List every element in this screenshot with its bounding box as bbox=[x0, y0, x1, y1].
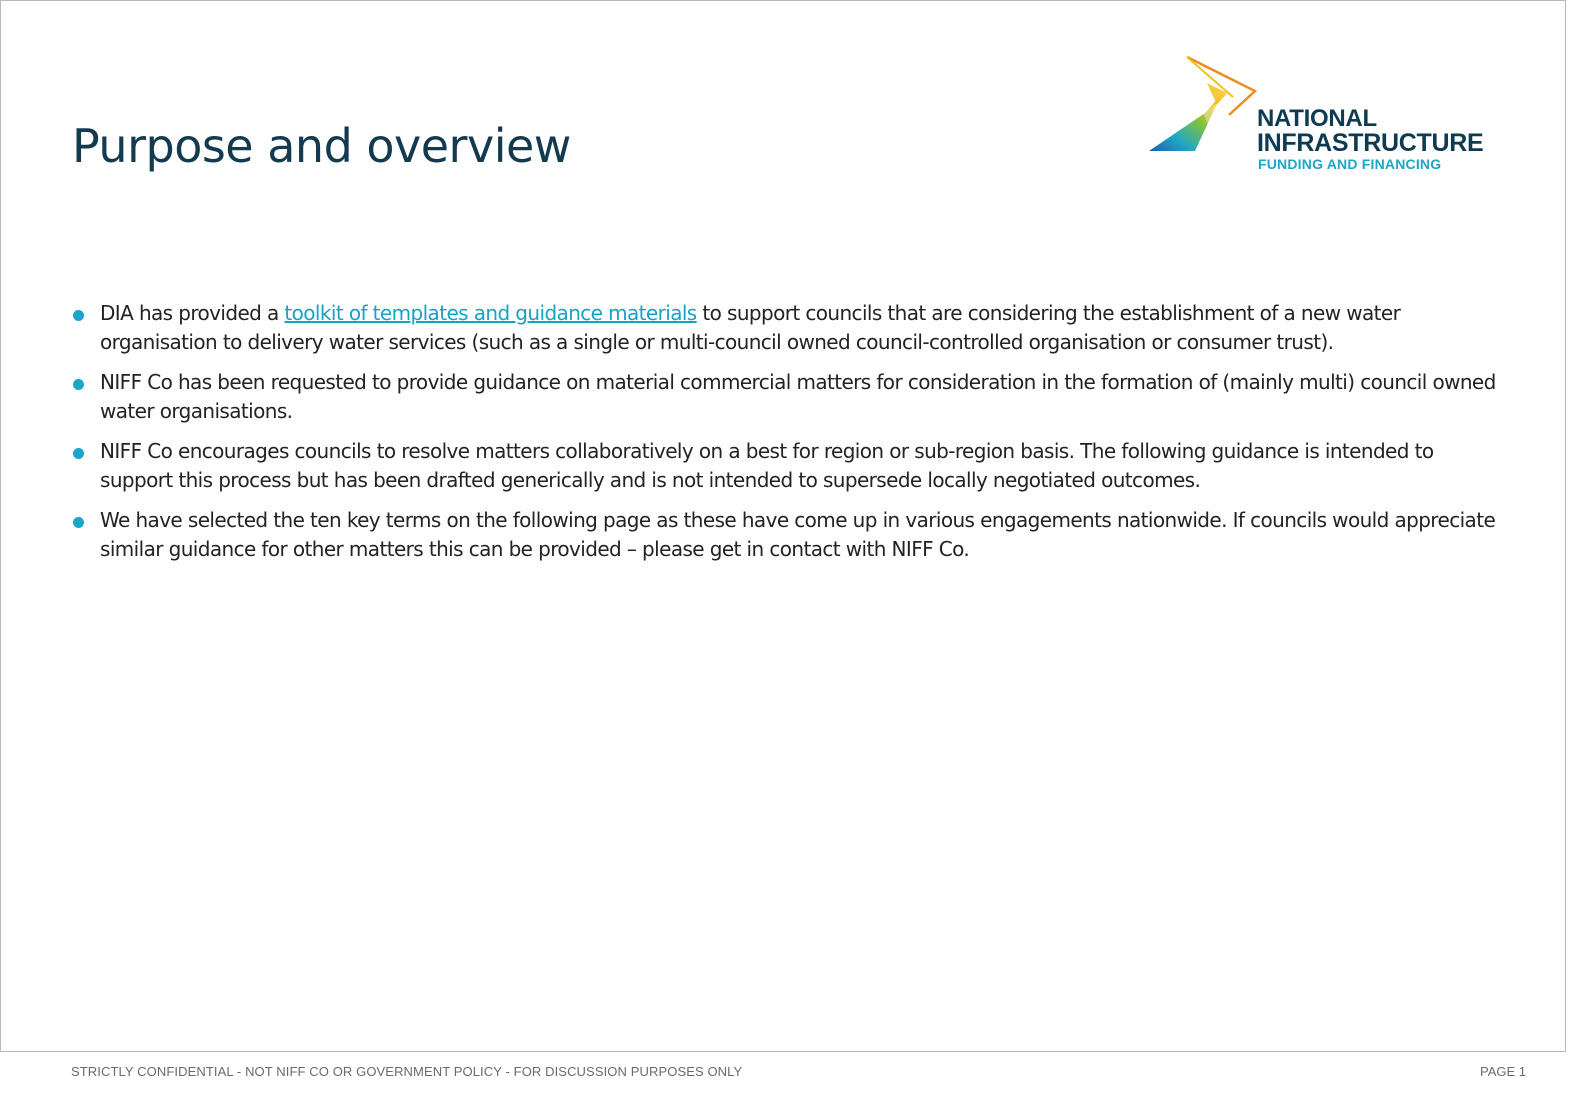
logo-line-infrastructure: INFRASTRUCTURE bbox=[1257, 129, 1484, 157]
bullet-list bbox=[71, 299, 1501, 575]
logo-line-funding: FUNDING AND FINANCING bbox=[1258, 156, 1442, 172]
bullet-item-guidance-request bbox=[71, 368, 1501, 426]
bullet-text: NIFF Co encourages councils to resolve matters collaboratively on a best for region or sub-region basis. The following guidance is intended to support this process but has been drafted generically and is not intended to supersede locally negotiated outcomes. bbox=[100, 439, 1434, 492]
bullet-text: NIFF Co has been requested to provide guidance on material commercial matters for consideration in the formation of (mainly multi) council owned water organisations. bbox=[100, 370, 1496, 423]
bullet-item-key-terms bbox=[71, 506, 1501, 564]
logo-line-national: NATIONAL bbox=[1257, 105, 1377, 132]
logo-mark-icon bbox=[1147, 53, 1259, 157]
niff-logo bbox=[1147, 53, 1507, 183]
bullet-item-collaboration bbox=[71, 437, 1501, 495]
bullet-dot-icon bbox=[73, 448, 84, 459]
bullet-text-before-link: DIA has provided a bbox=[100, 301, 285, 325]
footer-confidential-notice: STRICTLY CONFIDENTIAL - NOT NIFF CO OR GOVERNMENT POLICY - FOR DISCUSSION PURPOSES ONLY bbox=[71, 1064, 743, 1079]
bullet-text: We have selected the ten key terms on the following page as these have come up in various engagements nationwide. If councils would appreciate similar guidance for other matters this can be provided – please get in contact with NIFF Co. bbox=[100, 508, 1496, 561]
bullet-dot-icon bbox=[73, 517, 84, 528]
footer-page-number: PAGE 1 bbox=[1480, 1064, 1527, 1079]
bullet-text-after-link: to support councils that are considering the establishment of a new water organisation to delivery water services (such as a single or multi-council owned council-controlled organisation or consumer trust). bbox=[100, 301, 1401, 354]
bullet-dot-icon bbox=[73, 379, 84, 390]
toolkit-link[interactable]: toolkit of templates and guidance materials bbox=[284, 301, 697, 325]
bullet-item-toolkit bbox=[71, 299, 1501, 357]
page-title: Purpose and overview bbox=[72, 119, 571, 173]
bullet-dot-icon bbox=[73, 310, 84, 321]
